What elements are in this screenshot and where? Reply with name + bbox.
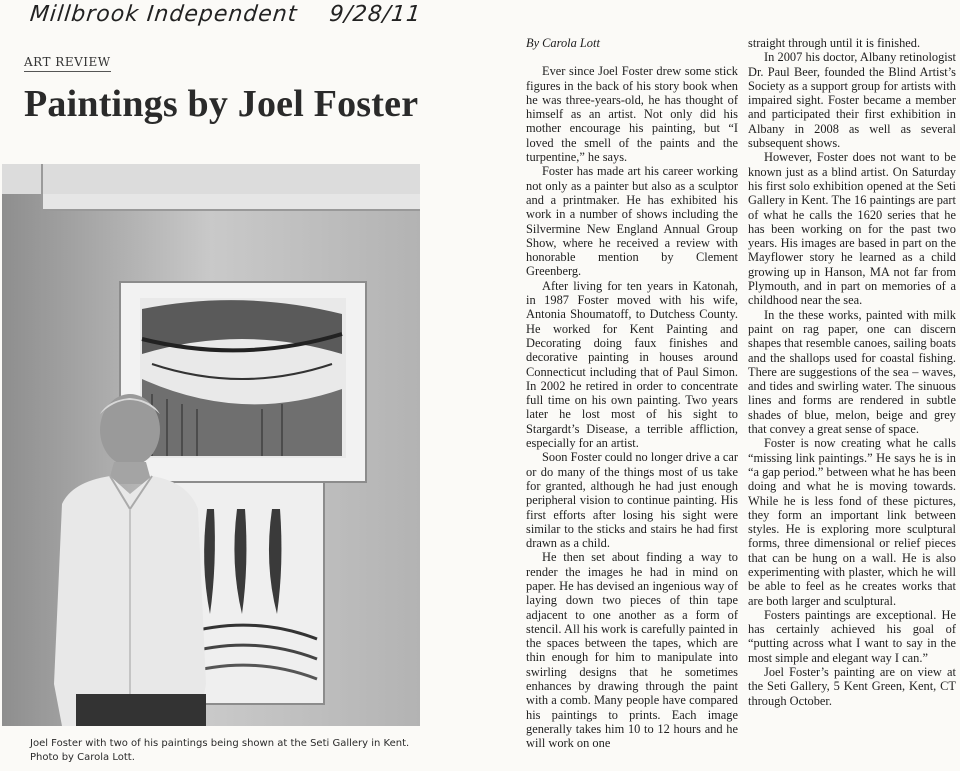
paragraph-continued: straight through until it is finished. <box>748 36 921 50</box>
paragraph: In the these works, painted with milk paint on rag paper, one can discern shapes that resemble canoes, sailing boats and the shallops used for coastal fishing. There are suggestions of the sea – waves, and tides and swirling water. The sinuous lines and forms are rendered in subtle shades of blue, melon, beige and grey that convey a great sense of space. <box>748 307 956 437</box>
byline: By Carola Lott <box>526 36 600 50</box>
masthead-date: 9/28/11 <box>328 2 423 27</box>
paragraph: Soon Foster could no longer drive a car or do many of the things most of us take for granted, although he had just enough peripheral vision to continue painting. His first efforts after losing his sight were similar to the sticks and stairs he had first drawn as a child. <box>526 450 738 551</box>
masthead-handwritten <box>29 2 423 27</box>
headline: Paintings by Joel Foster <box>24 83 419 125</box>
article-column-2 <box>748 36 956 708</box>
paragraph: Foster is now creating what he calls “missing link paintings.” He says he is in “a gap period.” between what he has been doing and what he is moving towards. While he is less fond of these pictures, they form an important link between styles. He is exploring more sculptural forms, three dimensional or relief pieces that can be hung on a wall. He is also experimenting with plaster, which he will be able to feel as he creates works that are both larger and sculptural. <box>748 436 956 608</box>
paragraph: Fosters paintings are exceptional. He has certainly achieved his goal of “putting across what I want to say in the most simple and elegant way I can.” <box>748 607 956 665</box>
paragraph: In 2007 his doctor, Albany retinologist Dr. Paul Beer, founded the Blind Artist’s Society as a support group for artists with impaired sight. Foster became a member and participated their first exhibition in Albany in 2008 as well as several subsequent shows. <box>748 50 956 151</box>
article-column-1 <box>526 36 738 751</box>
photo-caption <box>30 737 450 765</box>
paragraph: Joel Foster’s painting are on view at the Seti Gallery, 5 Kent Green, Kent, CT through October. <box>748 665 956 708</box>
paragraph: Foster has made art his career working not only as a painter but also as a sculptor and a printmaker. He has exhibited his work in a number of shows including the Silvermine New England Annual Group Show, where he received a review with honorable mention by Clement Greenberg. <box>526 164 738 279</box>
paragraph: However, Foster does not want to be known just as a blind artist. On Saturday his first solo exhibition opened at the Seti Gallery in Kent. The 16 paintings are part of what he calls the 1620 series that he has been working on for the past two years. His images are based in part on the Mayflower story he learned as a child growing up in Hanson, MA not far from Plymouth, and in part on memories of a childhood near the sea. <box>748 150 956 308</box>
paragraph: He then set about finding a way to render the images he had in mind on paper. He has devised an ingenious way of laying down two pieces of thin tape adjacent to one another as a form of stencil. All his work is carefully painted in the spaces between the tapes, which are thin enough for him to manipulate into swirling designs that he sometimes enhances by drawing through the paint with a comb. Many people have compared his paintings to prints. Each image generally takes him 10 to 12 hours and he will work on one <box>526 550 738 751</box>
section-label: ART REVIEW <box>24 55 111 72</box>
masthead-paper-name: Millbrook Independent <box>28 2 299 27</box>
photo-caption-line-1: Joel Foster with two of his paintings being shown at the Seti Gallery in Kent. <box>30 738 410 749</box>
paragraph: Ever since Joel Foster drew some stick figures in the back of his story book when he was three-years-old, he has thought of himself as an artist. Not only did his mother encourage his painting, but “I loved the smell of the paints and the turpentine,” he says. <box>526 64 738 165</box>
paragraph: After living for ten years in Katonah, in 1987 Foster moved with his wife, Antonia Shoumatoff, to Dutchess County. He worked for Kent Painting and Decorating doing faux finishes and decorative painting in houses around Connecticut including that of Paul Simon. In 2002 he retired in order to concentrate full time on his own painting. Two years later he lost most of his sight to Stargardt’s Disease, a terrible affliction, especially for an artist. <box>526 278 738 451</box>
photo-caption-line-2: Photo by Carola Lott. <box>30 752 135 763</box>
article-photo <box>2 164 420 726</box>
